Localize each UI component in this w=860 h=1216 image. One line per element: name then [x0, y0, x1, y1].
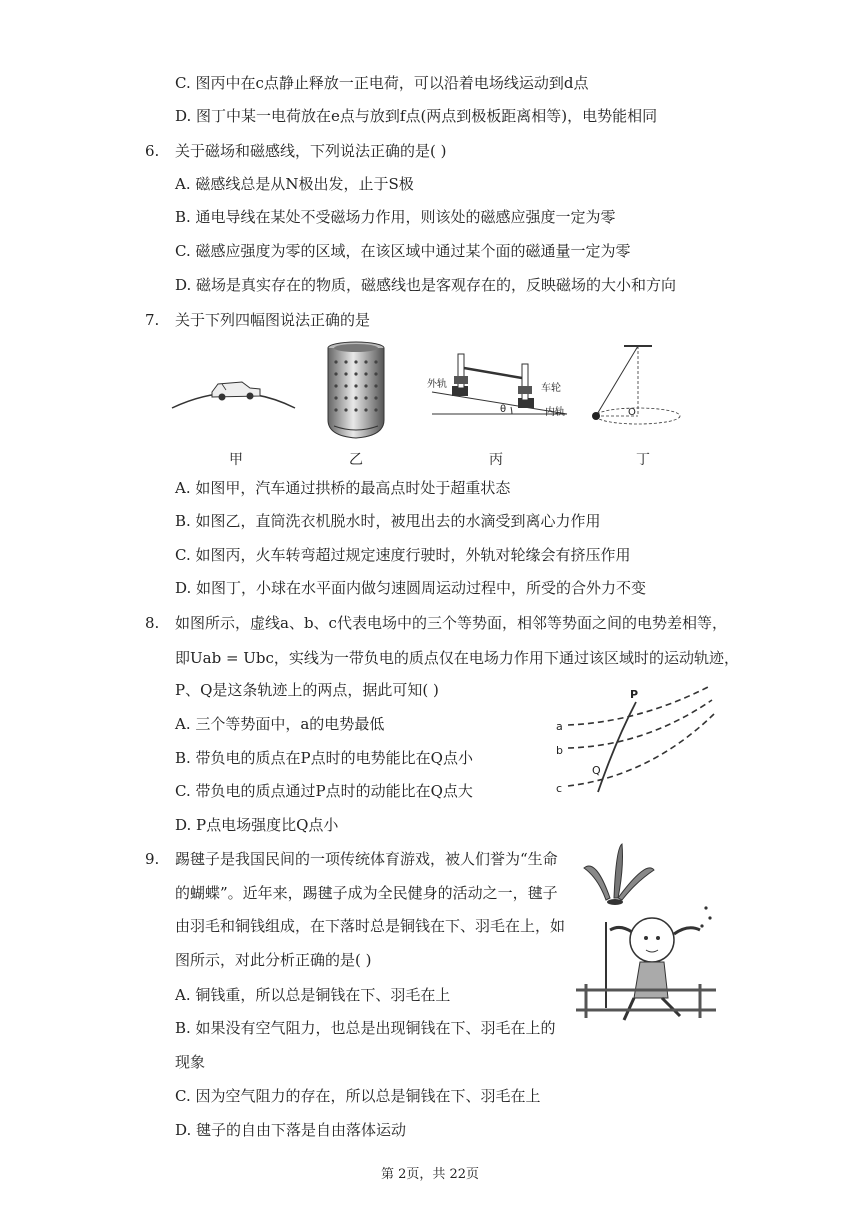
q6-option-c: C. 磁感应强度为零的区域，在该区域中通过某个面的磁通量一定为零 — [175, 242, 631, 260]
q8-option-a: A. 三个等势面中，a的电势最低 — [175, 715, 385, 733]
figure-label-ding: 丁 — [636, 452, 650, 468]
q9-stem-line2: 的蝴蝶”。近年来，踢毽子成为全民健身的活动之一，毽子 — [175, 884, 558, 902]
figure-bing-theta-label: θ — [500, 404, 507, 415]
q7-stem: 关于下列四幅图说法正确的是 — [175, 311, 371, 329]
figure-label-yi: 乙 — [349, 452, 363, 468]
q9-number: 9. — [145, 850, 160, 868]
q6-stem: 关于磁场和磁感线，下列说法正确的是( ) — [175, 142, 447, 160]
q8-option-c: C. 带负电的质点通过P点时的动能比在Q点大 — [175, 782, 473, 800]
figure-bing-inner-rail-label: 内轨 — [545, 407, 565, 418]
figure-q8-p-label: P — [630, 688, 639, 701]
figure-q8-b-label: b — [556, 744, 563, 757]
q9-option-c: C. 因为空气阻力的存在，所以总是铜钱在下、羽毛在上 — [175, 1087, 541, 1105]
q8-stem-line1: 如图所示，虚线a、b、c代表电场中的三个等势面，相邻等势面之间的电势差相等， — [175, 614, 727, 632]
q9-stem-line4: 图所示，对此分析正确的是( ) — [175, 951, 372, 969]
q7-option-a: A. 如图甲，汽车通过拱桥的最高点时处于超重状态 — [175, 479, 511, 497]
figure-ding-center-label: O — [628, 407, 636, 418]
q6-option-a: A. 磁感线总是从N极出发，止于S极 — [175, 175, 414, 193]
q7-option-d: D. 如图丁，小球在水平面内做匀速圆周运动过程中，所受的合外力不变 — [175, 579, 647, 597]
figure-jia-car-bridge — [170, 360, 300, 420]
figure-label-bing: 丙 — [489, 452, 503, 468]
figure-label-jia: 甲 — [229, 452, 243, 468]
q9-option-a: A. 铜钱重，所以总是铜钱在下、羽毛在上 — [175, 986, 451, 1004]
figure-bing-wheel-label: 车轮 — [541, 383, 561, 394]
q8-option-d: D. P点电场强度比Q点小 — [175, 816, 339, 834]
q5-option-d: D. 图丁中某一电荷放在e点与放到f点(两点到极板距离相等)，电势能相同 — [175, 107, 658, 125]
q8-stem-line3: P、Q是这条轨迹上的两点，据此可知( ) — [175, 681, 439, 699]
q7-number: 7. — [145, 311, 160, 329]
q5-option-c: C. 图丙中在c点静止释放一正电荷，可以沿着电场线运动到d点 — [175, 74, 589, 92]
q9-option-b-line2: 现象 — [175, 1053, 206, 1071]
q6-number: 6. — [145, 142, 160, 160]
q9-stem-line1: 踢毽子是我国民间的一项传统体育游戏，被人们誉为“生命 — [175, 850, 558, 868]
q9-option-d: D. 毽子的自由下落是自由落体运动 — [175, 1121, 407, 1139]
page-footer: 第 2页，共 22页 — [380, 1167, 480, 1182]
figure-ding-conical-pendulum — [584, 340, 694, 430]
figure-q9-shuttlecock-kicker — [576, 838, 716, 1028]
figure-yi-washer-drum — [322, 340, 390, 442]
q7-option-c: C. 如图丙，火车转弯超过规定速度行驶时，外轨对轮缘会有挤压作用 — [175, 546, 631, 564]
q8-number: 8. — [145, 614, 160, 632]
q8-option-b: B. 带负电的质点在P点时的电势能比在Q点小 — [175, 749, 473, 767]
q6-option-b: B. 通电导线在某处不受磁场力作用，则该处的磁感应强度一定为零 — [175, 208, 616, 226]
figure-q8-a-label: a — [556, 720, 563, 733]
q8-stem-line2: 即Uab = Ubc，实线为一带负电的质点仅在电场力作用下通过该区域时的运动轨迹， — [175, 649, 739, 667]
figure-q8-q-label: Q — [592, 764, 601, 777]
figure-q8-c-label: c — [556, 782, 563, 795]
q7-option-b: B. 如图乙，直筒洗衣机脱水时，被甩出去的水滴受到离心力作用 — [175, 512, 601, 530]
q6-option-d: D. 磁场是真实存在的物质，磁感线也是客观存在的，反映磁场的大小和方向 — [175, 276, 677, 294]
q9-option-b-line1: B. 如果没有空气阻力，也总是出现铜钱在下、羽毛在上的 — [175, 1019, 556, 1037]
figure-bing-outer-rail-label: 外轨 — [427, 379, 447, 390]
q9-stem-line3: 由羽毛和铜钱组成，在下落时总是铜钱在下、羽毛在上，如 — [175, 917, 566, 935]
